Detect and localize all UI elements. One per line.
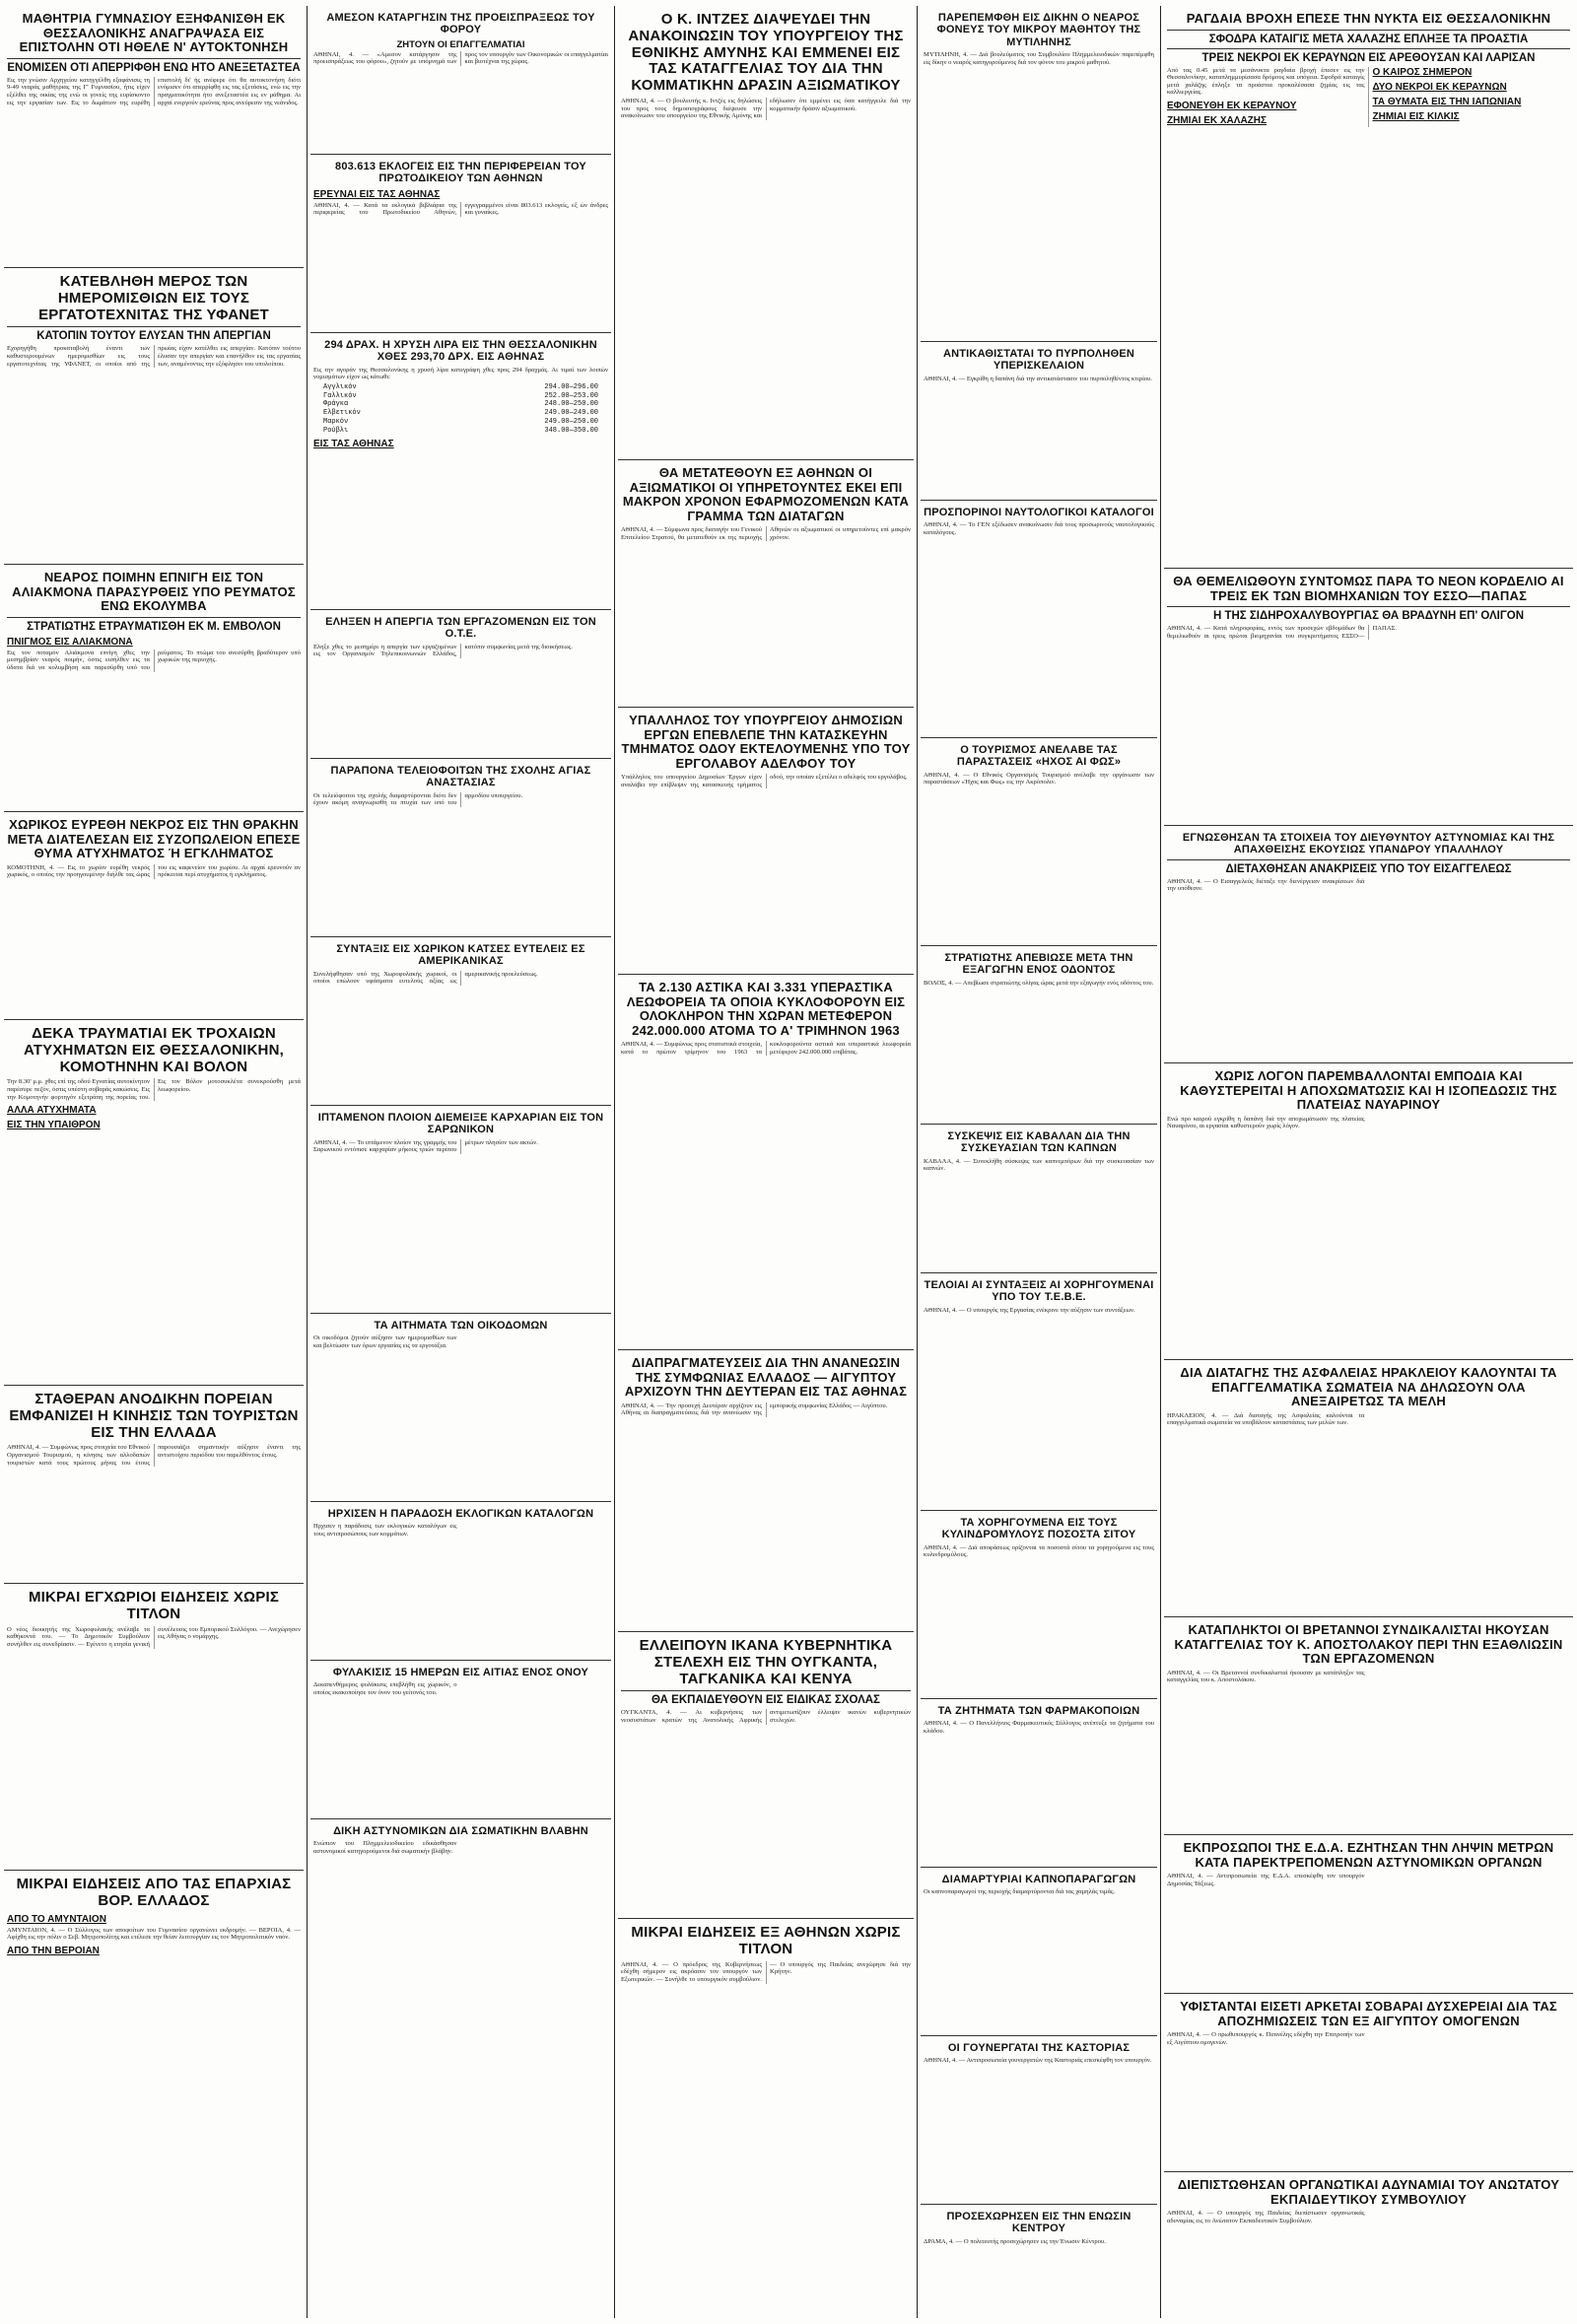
headline: ΡΑΓΔΑΙΑ ΒΡΟΧΗ ΕΠΕΣΕ ΤΗΝ ΝΥΚΤΑ ΕΙΣ ΘΕΣΣΑΛΟΝΙΚΗΝ [1186,11,1551,26]
column-5 [1164,6,1573,2318]
headline: ΜΑΘΗΤΡΙΑ ΓΥΜΝΑΣΙΟΥ ΕΞΗΦΑΝΙΣΘΗ ΕΚ ΘΕΣΣΑΛΟΝΙΚΗΣ ΑΝΑΓΡΑΨΑΣΑ ΕΙΣ ΕΠΙΣΤΟΛΗΝ ΟΤΙ ΗΘΕΛΕ Ν' ΑΥΤΟΚΤΟΝΗΣΗ [19,11,289,55]
section-label: ΖΗΜΙΑΙ ΕΚ ΧΑΛΑΖΗΣ [1167,115,1268,127]
price-label: Φράγκα [323,400,349,409]
article-student-missing [4,6,304,268]
section-label: ΑΠΟ ΤΗΝ ΒΕΡΟΙΑΝ [7,1945,100,1956]
price-label: Γαλλικόν [323,391,357,400]
column-1 [4,6,304,2318]
article-body: ΑΘΗΝΑΙ, 4. — Οι Βρεταννοί συνδικαλισταί ήκουσαν με κατάπληξιν τας καταγγελίας του κ. Αποστολάκου. [1167,1670,1570,1684]
article-body: Οι καπνοπαραγωγοί της περιοχής διαμαρτύρονται διά τας χαμηλάς τιμάς. [924,1888,1154,1896]
headline: ΔΙΚΗ ΑΣΤΥΝΟΜΙΚΩΝ ΔΙΑ ΣΩΜΑΤΙΚΗΝ ΒΛΑΒΗΝ [333,1825,588,1837]
headline: ΘΑ ΜΕΤΑΤΕΘΟΥΝ ΕΞ ΑΘΗΝΩΝ ΟΙ ΑΞΙΩΜΑΤΙΚΟΙ ΟΙ ΥΠΗΡΕΤΟΥΝΤΕΣ ΕΚΕΙ ΕΠΙ ΜΑΚΡΟΝ ΧΡΟΝΟΝ ΕΦΑΡΜΟΖΟΜΕΝΩΝ ΚΑΤΑ ΓΡΑΜΜΑ ΤΩΝ ΔΙΑΤΑΓΩΝ [622,465,910,523]
article-body: ΑΘΗΝΑΙ, 4. — Ο Εθνικός Οργανισμός Τουρισμού ανέλαβε την οργάνωσιν των παραστάσεων «Ήχος και Φως» εις την Ακρόπολιν. [924,771,1154,786]
article-body: Από τας 0.45 μετά τα μεσάνυκτα ραγδαία βροχή έπεσεν εις την Θεσσαλονίκην, καταπλημμυρίσασα δρόμους και υπόγεια. Σφοδρά καταιγίς μετά χαλάζης έπληξε τα προάστια προκαλέσασα ζημίας εις τας καλλιεργείας. [1167,66,1365,97]
section-label: ΕΙΣ ΤΗΝ ΥΠΑΙΘΡΟΝ [7,1120,101,1131]
subheadline: Η ΤΗΣ ΣΙΔΗΡΟΧΑΛΥΒΟΥΡΓΙΑΣ ΘΑ ΒΡΑΔΥΝΗ ΕΠ' ΟΛΙΓΟΝ [1167,606,1570,622]
section-label: ΕΡΕΥΝΑΙ ΕΙΣ ΤΑΣ ΑΘΗΝΑΣ [313,188,441,200]
article-soldier-tooth [921,946,1157,1125]
section-label: Ο ΚΑΙΡΟΣ ΣΗΜΕΡΟΝ [1372,66,1473,78]
headline: ΣΤΡΑΤΙΩΤΗΣ ΑΠΕΒΙΩΣΕ ΜΕΤΑ ΤΗΝ ΕΞΑΓΩΓΗΝ ΕΝΟΣ ΟΔΟΝΤΟΣ [944,952,1133,977]
article-body: Εις τον ποταμόν Αλιάκμονα επνίγη χθες την μεσημβρίαν νεαρός ποιμήν, όστις εισήλθεν εις τα ύδατα διά να κολυμβήση και παρεσύρθη υπό του ρεύματος. Το πτώμα του ανεσύρθη βραδύτερον υπό χωρικών της περιοχής. [7,649,301,671]
article-heraklion-unions [1164,1360,1573,1617]
price-label: Ρούβλι [323,426,349,435]
article-body: ΑΘΗΝΑΙ, 4. — Ο Πανελλήνιος Φαρμακευτικός Σύλλογος ανέπτυξε τα ζητήματα του κλάδου. [924,1720,1154,1735]
article-body: Εις την αγοράν της Θεσσαλονίκης η χρυσή λίρα κατεγράφη χθες προς 294 δραχμάς. Αι τιμαί των λοιπών νομισμάτων είχον ως κάτωθι: [313,366,608,381]
section-label: ΕΙΣ ΤΑΣ ΑΘΗΝΑΣ [313,439,394,450]
article-maritime-lists [921,501,1157,738]
headline: ΤΑ ΧΟΡΗΓΟΥΜΕΝΑ ΕΙΣ ΤΟΥΣ ΚΥΛΙΝΔΡΟΜΥΛΟΥΣ ΠΟΣΟΣΤΑ ΣΙΤΟΥ [941,1517,1136,1541]
headline: ΥΠΑΛΛΗΛΟΣ ΤΟΥ ΥΠΟΥΡΓΕΙΟΥ ΔΗΜΟΣΙΩΝ ΕΡΓΩΝ ΕΠΕΒΛΕΠΕ ΤΗΝ ΚΑΤΑΣΚΕΥΗΝ ΤΜΗΜΑΤΟΣ ΟΔΟΥ ΕΚΤΕΛΟΥΜΕΝΗΣ ΥΠΟ ΤΟΥ ΕΡΓΟΛΑΒΟΥ ΑΔΕΛΦΟΥ ΤΟΥ [621,713,911,771]
article-body: ΑΘΗΝΑΙ, 4. — Συμφώνως προς στατιστικά στοιχεία, κατά το πρώτον τρίμηνον του 1963 τα κυκλοφορούντα αστικά και υπεραστικά λεωφορεία μετέφερον 242.000.000 επιβάτας. [621,1041,911,1056]
article-navarinou-square [1164,1063,1573,1360]
article-buses [618,975,914,1350]
article-body: ΑΘΗΝΑΙ, 4. — Ο υπουργός της Εργασίας ενέκρινε την αύξησιν των συντάξεων. [924,1307,1154,1315]
headline: ΘΑ ΘΕΜΕΛΙΩΘΟΥΝ ΣΥΝΤΟΜΩΣ ΠΑΡΑ ΤΟ ΝΕΟΝ ΚΟΡΔΕΛΙΟ ΑΙ ΤΡΕΙΣ ΕΚ ΤΩΝ ΒΙΟΜΗΧΑΝΙΩΝ ΤΟΥ ΕΣΣΟ—ΠΑΠΑΣ [1173,574,1564,603]
article-body: Την 8.30' μ.μ. χθες επί της οδού Εγνατίας αυτοκίνητον παρέσυρε πεζόν, όστις υπέστη σοβαράς κακώσεις. Εις την Κομοτηνήν φορτηγόν εξετράπη της πορείας του. Εις τον Βόλον μοτοσυκλέτα συνεκρούσθη μετά λεωφορείου. [7,1078,301,1101]
headline: ΙΠΤΑΜΕΝΟΝ ΠΛΟΙΟΝ ΔΙΕΜΕΙΞΕ ΚΑΡΧΑΡΙΑΝ ΕΙΣ ΤΟΝ ΣΑΡΩΝΙΚΟΝ [317,1112,604,1136]
article-body: ΑΘΗΝΑΙ, 4. — Ο Εισαγγελεύς διέταξε την διενέργειαν ανακρίσεων διά την υπόθεσιν. [1167,878,1570,893]
article-body: Ενώ προ καιρού εγκρίθη η δαπάνη διά την αποχωμάτωσιν της πλατείας Ναυαρίνου, αι εργασίαι καθυστερούν χωρίς λόγον. [1167,1116,1570,1130]
headline: ΕΛΛΕΙΠΟΥΝ ΙΚΑΝΑ ΚΥΒΕΡΝΗΤΙΚΑ ΣΤΕΛΕΧΗ ΕΙΣ ΤΗΝ ΟΥΓΚΑΝΤΑ, ΤΑΓΚΑΝΙΚΑ ΚΑΙ ΚΕΝΥΑ [639,1637,893,1687]
article-graduates-complaints [310,759,611,937]
subheadline: ΣΦΟΔΡΑ ΚΑΤΑΙΓΙΣ ΜΕΤΑ ΧΑΛΑΖΗΣ ΕΠΛΗΞΕ ΤΑ ΠΡΟΑΣΤΙΑ [1167,30,1570,45]
article-body: Οι τελειόφοιτοι της σχολής διαμαρτύρονται διότι δεν έχουν ακόμη αναγνωρισθή τα πτυχία των υπό του αρμοδίου υπουργείου. [313,792,608,807]
headline: ΚΑΤΑΠΛΗΚΤΟΙ ΟΙ ΒΡΕΤΑΝΝΟΙ ΣΥΝΔΙΚΑΛΙΣΤΑΙ ΗΚΟΥΣΑΝ ΚΑΤΑΓΓΕΛΙΑΣ ΤΟΥ Κ. ΑΠΟΣΤΟΛΑΚΟΥ ΠΕΡΙ ΤΗΝ ΕΞΑΘΛΙΩΣΙΝ ΤΩΝ ΕΡΓΑΖΟΜΕΝΩΝ [1174,1622,1563,1667]
section-label: ΠΝΙΓΜΟΣ ΕΙΣ ΑΛΙΑΚΜΟΝΑ [7,636,133,648]
headline: ΦΥΛΑΚΙΣΙΣ 15 ΗΜΕΡΩΝ ΕΙΣ ΑΙΤΙΑΣ ΕΝΟΣ ΟΝΟΥ [332,1667,589,1678]
price-row [323,392,598,401]
article-body: ΑΘΗΝΑΙ, 4. — «Αμεσον κατάργησιν της προεισπράξεως του φόρου», ζητούν με υπόμνημά των προς τον υπουργόν των Οικονομικών οι επαγγελματίαι και βιοτέχναι της χώρας. [313,50,608,66]
column-rule [1160,6,1161,2318]
headline: ΤΕΛΟΙΑΙ ΑΙ ΣΥΝΤΑΞΕΙΣ ΑΙ ΧΟΡΗΓΟΥΜΕΝΑΙ ΥΠΟ ΤΟΥ Τ.Ε.Β.Ε. [924,1279,1154,1304]
article-athens-briefs [618,1919,914,2318]
article-body: Ενώπιον του Πλημμελειοδικείου εδικάσθησαν αστυνομικοί κατηγορούμενοι διά σωματικήν βλάβην. [313,1840,608,1855]
price-value: 348.00—350.00 [544,426,598,435]
article-provinces-briefs [4,1871,304,2304]
headline: ΚΑΤΕΒΛΗΘΗ ΜΕΡΟΣ ΤΩΝ ΗΜΕΡΟΜΙΣΘΙΩΝ ΕΙΣ ΤΟΥΣ ΕΡΓΑΤΟΤΕΧΝΙΤΑΣ ΤΗΣ ΥΦΑΝΕΤ [38,273,269,323]
article-body: ΔΡΑΜΑ, 4. — Ο πολιτευτής προσεχώρησεν εις την Ένωσιν Κέντρου. [924,2238,1154,2246]
article-body: ΑΘΗΝΑΙ, 4. — Σύμφωνα προς διαταγήν του Γενικού Επιτελείου Στρατού, θα μετατεθούν εκ της περιοχής Αθηνών οι αξιωματικοί οι υπηρετούντες επί μακρόν χρόνον. [621,526,911,541]
headline: ΥΦΙΣΤΑΝΤΑΙ ΕΙΣΕΤΙ ΑΡΚΕΤΑΙ ΣΟΒΑΡΑΙ ΔΥΣΧΕΡΕΙΑΙ ΔΙΑ ΤΑΣ ΑΠΟΖΗΜΙΩΣΕΙΣ ΤΩΝ ΕΞ ΑΙΓΥΠΤΟΥ ΟΜΟΓΕΝΩΝ [1180,1999,1557,2028]
article-donkey [310,1661,611,1819]
price-value: 248.00—250.00 [544,400,598,409]
article-body: ΜΥΤΙΛΗΝΗ, 4. — Διά βουλεύματος του Συμβουλίου Πλημμελειοδικών παρεπέμφθη εις δίκην ο νεαρός κατηγορούμενος διά τον φόνον του μικρού μαθητού. [924,50,1154,66]
article-body: ΑΘΗΝΑΙ, 4. — Ο υπουργός της Παιδείας διεπίστωσεν οργανωτικάς αδυναμίας εις το Ανώτατον Εκπαιδευτικόν Συμβούλιον. [1167,2210,1570,2224]
subheadline: ΘΑ ΕΚΠΑΙΔΕΥΘΟΥΝ ΕΙΣ ΕΙΔΙΚΑΣ ΣΧΟΛΑΣ [621,1690,911,1706]
article-intzes [618,6,914,460]
article-eda-measures [1164,1835,1573,1994]
article-police-director [1164,826,1573,1063]
headline: ΣΥΣΚΕΨΙΣ ΕΙΣ ΚΑΒΑΛΑΝ ΔΙΑ ΤΗΝ ΣΥΣΚΕΥΑΣΙΑΝ ΤΩΝ ΚΑΠΝΩΝ [947,1130,1131,1155]
headline: Ο Κ. ΙΝΤΖΕΣ ΔΙΑΨΕΥΔΕΙ ΤΗΝ ΑΝΑΚΟΙΝΩΣΙΝ ΤΟΥ ΥΠΟΥΡΓΕΙΟΥ ΤΗΣ ΕΘΝΙΚΗΣ ΑΜΥΝΗΣ ΚΑΙ ΕΜΜΕΝΕΙ ΕΙΣ ΤΑΣ ΚΑΤΑΓΓΕΛΙΑΣ ΤΟΥ ΔΙΑ ΤΗΝ ΚΟΜΜΑΤΙΚΗΝ ΔΡΑΣΙΝ ΑΞΙΩΜΑΤΙΚΟΥ [628,11,904,95]
headline: Ο ΤΟΥΡΙΣΜΟΣ ΑΝΕΛΑΒΕ ΤΑΣ ΠΑΡΑΣΤΑΣΕΙΣ «ΗΧΟΣ ΑΙ ΦΩΣ» [956,744,1122,769]
headline: ΤΑ ΑΙΤΗΜΑΤΑ ΤΩΝ ΟΙΚΟΔΟΜΩΝ [374,1320,548,1332]
article-wages-strike [4,268,304,565]
article-body: Υπάλληλος του υπουργείου Δημοσίων Έργων είχεν αναλάβει την επίβλεψιν της κατασκευής τμήματος οδού, την οποίαν εξετέλει ο αδελφός του εργολάβος. [621,774,911,788]
article-body: Ο νέος διοικητής της Χωροφυλακής ανέλαβε τα καθήκοντά του. — Το Δημοτικόν Συμβούλιον συνήλθεν εις συνεδρίασιν. — Εγένετο η ετησία γενική συνέλευσις του Εμπορικού Συλλόγου. — Ανεχώρησεν εις Αθήνας ο νομάρχης. [7,1625,301,1648]
article-body: ΟΥΓΚΑΝΤΑ, 4. — Αι κυβερνήσεις των νεοσυστάτων κρατών της Ανατολικής Αφρικής αντιμετωπίζουν έλλειψιν ικανών κυβερνητικών στελεχών. [621,1709,911,1725]
headline: 294 ΔΡΑΧ. Η ΧΡΥΣΗ ΛΙΡΑ ΕΙΣ ΤΗΝ ΘΕΣΣΑΛΟΝΙΚΗΝ ΧΘΕΣ 293,70 ΔΡΧ. ΕΙΣ ΑΘΗΝΑΣ [324,339,597,364]
section-label: ΑΠΟ ΤΟ ΑΜΥΝΤΑΙΟΝ [7,1913,106,1925]
article-body: ΚΑΒΑΛΑ, 4. — Συνεκλήθη σύσκεψις των καπνεμπόρων διά την συσκευασίαν των καπνών. [924,1157,1154,1173]
article-builders [310,1314,611,1502]
article-esso-pappas [1164,569,1573,826]
headline: ΣΥΝΤΑΞΙΣ ΕΙΣ ΧΩΡΙΚΟΝ ΚΑΤΣΕΣ ΕΥΤΕΛΕΙΣ ΕΣ ΑΜΕΡΙΚΑΝΙΚΑΣ [336,943,585,968]
article-body: Συνελήφθησαν υπό της Χωροφυλακής χωρικοί, οι οποίοι επώλουν υφάσματα ευτελούς αξίας ως αμερικανικής προελεύσεως. [313,971,608,986]
section-label: ΤΑ ΘΥΜΑΤΑ ΕΙΣ ΤΗΝ ΙΑΠΩΝΙΑΝ [1372,96,1522,107]
currency-price-table [323,383,598,436]
article-body: ΑΘΗΝΑΙ, 4. — Κατά πληροφορίας, εντός των προσεχών εβδομάδων θα θεμελιωθούν αι τρεις πρώται βιομηχανίαι του συγκροτήματος ΕΣΣΟ—ΠΑΠΑΣ. [1167,625,1570,640]
article-body: Ηρχισεν η παράδοσις των εκλογικών καταλόγων εις τους αντιπροσώπους των κομμάτων. [313,1523,608,1538]
article-columns [1167,67,1570,127]
article-shepherd-drowned [4,565,304,812]
column-rule [917,6,918,2318]
article-body: ΑΘΗΝΑΙ, 4. — Το ιπτάμενον πλοίον της γραμμής του Σαρωνικού εντόπισε καρχαρίαν μήκους τριών περίπου μέτρων πλησίον των ακτών. [313,1139,608,1154]
headline: ΤΑ 2.130 ΑΣΤΙΚΑ ΚΑΙ 3.331 ΥΠΕΡΑΣΤΙΚΑ ΛΕΩΦΟΡΕΙΑ ΤΑ ΟΠΟΙΑ ΚΥΚΛΟΦΟΡΟΥΝ ΕΙΣ ΟΛΟΚΛΗΡΟΝ ΤΗΝ ΧΩΡΑΝ ΜΕΤΕΦΕΡΟΝ 242.000.000 ΑΤΟΜΑ ΤΟ Α' ΤΡΙΜΗΝΟΝ 1963 [626,980,906,1038]
article-pensions [921,1273,1157,1511]
article-heavy-rain [1164,6,1573,569]
headline: ΕΓΝΩΣΘΗΣΑΝ ΤΑ ΣΤΟΙΧΕΙΑ ΤΟΥ ΔΙΕΥΘΥΝΤΟΥ ΑΣΤΥΝΟΜΙΑΣ ΚΑΙ ΤΗΣ ΑΠΑΧΘΕΙΣΗΣ ΕΚΟΥΣΙΩΣ ΥΠΑΝΔΡΟΥ ΥΠΑΛΛΗΛΟΥ [1182,832,1555,856]
article-officers-transfer [618,460,914,708]
article-body: Εχορηγήθη προκαταβολή έναντι των καθυστερουμένων ημερομισθίων εις τους εργατοτεχνίτας της ΥΦΑΝΕΤ, οι οποίοι από της πρωίας είχον κατέλθει εις απεργίαν. Κατόπιν τούτου έλυσαν την απεργίαν και επανήλθον εις τας εργασίας των, αναμένοντες την εξόφλησιν του υπολοίπου. [7,345,301,368]
article-sound-light [921,738,1157,946]
headline: ΜΙΚΡΑΙ ΕΙΔΗΣΕΙΣ ΑΠΟ ΤΑΣ ΕΠΑΡΧΙΑΣ ΒΟΡ. ΕΛΛΑΔΟΣ [16,1876,292,1909]
price-row [323,427,598,436]
price-label: Ελβετικόν [323,409,361,418]
price-row [323,383,598,392]
article-british-unionists [1164,1617,1573,1835]
article-body: ΑΘΗΝΑΙ, 4. — Αντιπροσωπεία της Ε.Δ.Α. επεσκέφθη τον υπουργόν Δημοσίας Τάξεως. [1167,1873,1570,1887]
headline: ΑΝΤΙΚΑΘΙΣΤΑΤΑΙ ΤΟ ΠΥΡΠΟΛΗΘΕΝ ΥΠΕΡΙΣΚΕΛΑΙΟΝ [942,348,1135,373]
headline: ΜΙΚΡΑΙ ΕΙΔΗΣΕΙΣ ΕΞ ΑΘΗΝΩΝ ΧΩΡΙΣ ΤΙΤΛΟΝ [631,1924,901,1957]
article-body: Εληξε χθες το μεσημέρι η απεργία των εργαζομένων εις τον Οργανισμόν Τηλεπικοινωνιών Ελλάδος, κατόπιν συμφωνίας μετά της διοικήσεως. [313,644,608,658]
article-tobacco-packaging [921,1125,1157,1273]
article-body: ΑΘΗΝΑΙ, 4. — Ο πρωθυπουργός κ. Πιπινέλης εδέχθη την Επιτροπήν των εξ Αιγύπτου ομογενών. [1167,2031,1570,2046]
article-egypt-agreement [618,1350,914,1632]
headline: ΟΙ ΓΟΥΝΕΡΓΑΤΑΙ ΤΗΣ ΚΑΣΤΟΡΙΑΣ [947,2042,1131,2054]
headline: ΠΑΡΑΠΟΝΑ ΤΕΛΕΙΟΦΟΙΤΩΝ ΤΗΣ ΣΧΟΛΗΣ ΑΓΙΑΣ ΑΝΑΣΤΑΣΙΑΣ [330,765,591,789]
article-body: ΑΘΗΝΑΙ, 4. — Συμφώνως προς στοιχεία του Εθνικού Οργανισμού Τουρισμού, η κίνησις των αλλοδαπών τουριστών κατά τους πρώτους μήνας του έτους παρουσιάζει σημαντικήν αύξησιν έναντι της αντιστοίχου περιόδου του παρελθόντος έτους. [7,1444,301,1467]
section-label: ΑΛΛΑ ΑΤΥΧΗΜΑΤΑ [7,1105,97,1117]
article-body: ΑΘΗΝΑΙ, 4. — Την προσεχή Δευτέραν αρχίζουν εις Αθήνας αι διαπραγματεύσεις διά την ανανέωσιν της εμπορικής συμφωνίας Ελλάδος — Αιγύπτου. [621,1402,911,1417]
article-body: ΗΡΑΚΛΕΙΟΝ, 4. — Διά διαταγής της Ασφαλείας καλούνται τα επαγγελματικά σωματεία να υποβάλουν καταστάσεις των μελών των. [1167,1412,1570,1427]
article-body: ΑΘΗΝΑΙ, 4. — Ο βουλευτής κ. Ιντζές εις δηλώσεις του προς τους δημοσιογράφους διέψευσε την ανακοίνωσιν του υπουργείου της Εθνικής Αμύνης και εδήλωσεν ότι εμμένει εις όσα κατήγγειλε διά την κομματικήν δράσιν αξιωματικού. [621,97,911,120]
article-burned-building [921,342,1157,501]
headline: ΝΕΑΡΟΣ ΠΟΙΜΗΝ ΕΠΝΙΓΗ ΕΙΣ ΤΟΝ ΑΛΙΑΚΜΟΝΑ ΠΑΡΑΣΥΡΘΕΙΣ ΥΠΟ ΡΕΥΜΑΤΟΣ ΕΝΩ ΕΚΟΛΥΜΒΑ [12,570,296,614]
headline: ΑΜΕΣΟΝ ΚΑΤΑΡΓΗΣΙΝ ΤΗΣ ΠΡΟΕΙΣΠΡΑΞΕΩΣ ΤΟΥ ΦΟΡΟΥ [326,12,595,36]
article-shark [310,1106,611,1314]
headline: ΔΙΕΠΙΣΤΩΘΗΣΑΝ ΟΡΓΑΝΩΤΙΚΑΙ ΑΔΥΝΑΜΙΑΙ ΤΟΥ ΑΝΩΤΑΤΟΥ ΕΚΠΑΙΔΕΥΤΙΚΟΥ ΣΥΜΒΟΥΛΙΟΥ [1177,2177,1560,2207]
section-label: ΔΥΟ ΝΕΚΡΟΙ ΕΚ ΚΕΡΑΥΝΩΝ [1372,81,1507,93]
headline: ΔΙΑΜΑΡΤΥΡΙΑΙ ΚΑΠΝΟΠΑΡΑΓΩΓΩΝ [941,1874,1136,1885]
article-body: ΑΜΥΝΤΑΙΟΝ, 4. — Ο Σύλλογος των αποφοίτων του Γυμνασίου οργανώνει εκδρομήν. — ΒΕΡΟΙΑ, 4. — Αφίχθη εις την πόλιν ο Σεβ. Μητροπολίτης και ετέλεσε την θείαν λειτουργίαν εις τον Μητροπολιτικόν ναόν. [7,1926,301,1942]
headline: ΠΡΟΣΠΟΡΙΝΟΙ ΝΑΥΤΟΛΟΓΙΚΟΙ ΚΑΤΑΛΟΓΟΙ [924,507,1154,518]
article-body: ΑΘΗΝΑΙ, 4. — Εγκρίθη η δαπάνη διά την αντικατάστασιν του πυρποληθέντος κτιρίου. [924,375,1153,382]
price-row [323,400,598,409]
column-2 [310,6,611,2318]
headline: ΕΚΠΡΟΣΩΠΟΙ ΤΗΣ Ε.Δ.Α. ΕΖΗΤΗΣΑΝ ΤΗΝ ΛΗΨΙΝ ΜΕΤΡΩΝ ΚΑΤΑ ΠΑΡΕΚΤΡΕΠΟΜΕΝΩΝ ΑΣΤΥΝΟΜΙΚΩΝ ΟΡΓΑΝΩΝ [1183,1840,1554,1870]
article-pharmacists [921,1699,1157,1868]
article-electoral-lists [310,1502,611,1661]
article-tourists [4,1386,304,1584]
article-africa-staff [618,1632,914,1919]
article-body: ΑΘΗΝΑΙ, 4. — Ο πρόεδρος της Κυβερνήσεως εδέχθη σήμερον εις ακρόασιν τον υπουργόν των Εξωτερικών. — Συνήλθε το υπουργικόν συμβούλιον. — Ο υπουργός της Παιδείας ανεχώρησε διά την Κρήτην. [621,1960,911,1983]
headline: 803.613 ΕΚΛΟΓΕΙΣ ΕΙΣ ΤΗΝ ΠΕΡΙΦΕΡΕΙΑΝ ΤΟΥ ΠΡΩΤΟΔΙΚΕΙΟΥ ΤΩΝ ΑΘΗΝΩΝ [335,161,586,185]
article-egypt-compensation [1164,1994,1573,2172]
headline: ΤΑ ΖΗΤΗΜΑΤΑ ΤΩΝ ΦΑΡΜΑΚΟΠΟΙΩΝ [937,1705,1140,1717]
price-value: 252.00—253.00 [544,391,598,400]
article-voters [310,155,611,333]
price-row [323,418,598,427]
price-label: Μαρκόν [323,417,349,426]
article-education-council [1164,2172,1573,2318]
article-center-union [921,2205,1157,2318]
section-label: ΖΗΜΙΑΙ ΕΙΣ ΚΙΛΚΙΣ [1372,110,1460,122]
article-ote-strike [310,610,611,759]
article-villager-dead [4,812,304,1020]
headline: ΔΕΚΑ ΤΡΑΥΜΑΤΙΑΙ ΕΚ ΤΡΟΧΑΙΩΝ ΑΤΥΧΗΜΑΤΩΝ ΕΙΣ ΘΕΣΣΑΛΟΝΙΚΗΝ, ΚΟΜΟΤΗΝΗΝ ΚΑΙ ΒΟΛΟΝ [24,1025,284,1075]
article-body: ΒΟΛΟΣ, 4. — Απεβίωσε στρατιώτης ολίγας ώρας μετά την εξαγωγήν ενός οδόντος του. [924,979,1154,987]
article-public-works [618,708,914,975]
section-label: ΕΦΟΝΕΥΘΗ ΕΚ ΚΕΡΑΥΝΟΥ [1167,101,1297,112]
subheadline: ΔΙΕΤΑΧΘΗΣΑΝ ΑΝΑΚΡΙΣΕΙΣ ΥΠΟ ΤΟΥ ΕΙΣΑΓΓΕΛΕΩΣ [1167,859,1570,875]
subheadline: ΣΤΡΑΤΙΩΤΗΣ ΕΤΡΑΥΜΑΤΙΣΘΗ ΕΚ Μ. ΕΜΒΟΛΟΝ [7,617,301,633]
column-4 [921,6,1157,2318]
article-young-killer [921,6,1157,342]
headline: ΠΑΡΕΠΕΜΦΘΗ ΕΙΣ ΔΙΚΗΝ Ο ΝΕΑΡΟΣ ΦΟΝΕΥΣ ΤΟΥ ΜΙΚΡΟΥ ΜΑΘΗΤΟΥ ΤΗΣ ΜΥΤΙΛΗΝΗΣ [936,12,1141,48]
headline: ΕΛΗΞΕΝ Η ΑΠΕΡΓΙΑ ΤΩΝ ΕΡΓΑΖΟΜΕΝΩΝ ΕΙΣ ΤΟΝ Ο.Τ.Ε. [325,616,596,641]
article-body: ΑΘΗΝΑΙ, 4. — Κατά τα εκλογικά βιβλιάρια της περιφερείας του Πρωτοδικείου Αθηνών, εγγεγραμμένοι είναι 803.613 εκλογείς, εξ ών άνδρες και γυναίκες. [313,201,608,217]
article-tax-abolition [310,6,611,155]
price-value: 249.00—249.00 [544,409,598,418]
article-body: ΑΘΗΝΑΙ, 4. — Το ΓΕΝ εξέδωσεν ανακοίνωσιν διά τους προσωρινούς ναυτολογικούς καταλόγους. [924,521,1154,536]
headline: ΧΩΡΙΣ ΛΟΓΟΝ ΠΑΡΕΜΒΑΛΛΟΝΤΑΙ ΕΜΠΟΔΙΑ ΚΑΙ ΚΑΘΥΣΤΕΡΕΙΤΑΙ Η ΑΠΟΧΩΜΑΤΩΣΙΣ ΚΑΙ Η ΙΣΟΠΕΔΩΣΙΣ ΤΗΣ ΠΛΑΤΕΙΑΣ ΝΑΥΑΡΙΝΟΥ [1180,1068,1557,1113]
article-local-briefs [4,1584,304,1871]
headline: ΔΙΑ ΔΙΑΤΑΓΗΣ ΤΗΣ ΑΣΦΑΛΕΙΑΣ ΗΡΑΚΛΕΙΟΥ ΚΑΛΟΥΝΤΑΙ ΤΑ ΕΠΑΓΓΕΛΜΑΤΙΚΑ ΣΩΜΑΤΕΙΑ ΝΑ ΔΗΛΩΣΟΥΝ ΟΛΑ ΑΝΕΞΑΙΡΕΤΩΣ ΤΑ ΜΕΛΗ [1180,1365,1557,1409]
price-value: 294.00—296.00 [544,382,598,391]
column-rule [614,6,615,2318]
headline: ΣΤΑΘΕΡΑΝ ΑΝΟΔΙΚΗΝ ΠΟΡΕΙΑΝ ΕΜΦΑΝΙΖΕΙ Η ΚΙΝΗΣΙΣ ΤΩΝ ΤΟΥΡΙΣΤΩΝ ΕΙΣ ΤΗΝ ΕΛΛΑΔΑ [9,1391,299,1441]
column-3 [618,6,914,2318]
article-traffic-accidents [4,1020,304,1386]
price-value: 249.00—250.00 [544,417,598,426]
article-police-trial [310,1819,611,2223]
subheadline: ΚΑΤΟΠΙΝ ΤΟΥΤΟΥ ΕΛΥΣΑΝ ΤΗΝ ΑΠΕΡΓΙΑΝ [7,326,301,342]
headline: ΔΙΑΠΡΑΓΜΑΤΕΥΣΕΙΣ ΔΙΑ ΤΗΝ ΑΝΑΝΕΩΣΙΝ ΤΗΣ ΣΥΜΦΩΝΙΑΣ ΕΛΛΑΔΟΣ — ΑΙΓΥΠΤΟΥ ΑΡΧΙΖΟΥΝ ΤΗΝ ΔΕΥΤΕΡΑΝ ΕΙΣ ΤΑΣ ΑΘΗΝΑΣ [624,1355,908,1400]
article-fabrics [310,937,611,1106]
column-rule [307,6,308,2318]
article-body: ΑΘΗΝΑΙ, 4. — Διά αποφάσεως ορίζονται τα ποσοστά σίτου τα χορηγούμενα εις τους κυλινδρομύλους. [924,1543,1154,1559]
article-body: Δεκαπενθήμερος φυλάκισις επεβλήθη εις χωρικόν, ο οποίος εκακοποίησε τον όνον του γείτονός του. [313,1681,608,1696]
article-body: ΚΟΜΟΤΗΝΗ, 4. — Εις το χωρίον ευρέθη νεκρός χωρικός, ο οποίος την προηγουμένην διήλθε τας ώρας του εις καφενείον του χωρίου. Αι αρχαί ερευνούν αν πρόκειται περί ατυχήματος ή εγκλήματος. [7,863,301,879]
price-row [323,409,598,418]
article-body: Εις την γνώσιν Αρχηγείου κατηγγέλθη εξαφάνισις τη 9-49 νεαράς μαθήτριας της Γ' Γυμνασίου, ήτις είχεν εξέλθει της οικίας της ενώ οι γονείς της ευρίσκοντο εις την εργασίαν των. Εις το δωμάτιον της ευρέθη επιστολή δι' ής ανέφερε ότι θα αυτοκτονήση διότι ενόμισεν ότι απερρίφθη εις τας εξετάσεις, ενώ εις την πραγματικότητα ήτο ανεξεταστέα εις εν μάθημα. Αι αρχαί ενεργούν ερεύνας προς ανεύρεσιν της νεάνιδος. [7,76,301,106]
article-wheat [921,1511,1157,1699]
price-label: Αγγλικόν [323,382,357,391]
article-gold-pound [310,333,611,610]
article-furriers [921,2036,1157,2205]
headline: ΧΩΡΙΚΟΣ ΕΥΡΕΘΗ ΝΕΚΡΟΣ ΕΙΣ ΤΗΝ ΘΡΑΚΗΝ ΜΕΤΑ ΔΙΑΤΕΛΕΣΑΝ ΕΙΣ ΣΥΖΟΠΩΛΕΙΟΝ ΕΠΕΣΕ ΘΥΜΑ ΑΤΥΧΗΜΑΤΟΣ Ή ΕΓΚΛΗΜΑΤΟΣ [7,817,301,861]
subheadline: ΤΡΕΙΣ ΝΕΚΡΟΙ ΕΚ ΚΕΡΑΥΝΩΝ ΕΙΣ ΑΡΕΘΟΥΣΑΝ ΚΑΙ ΛΑΡΙΣΑΝ [1167,48,1570,64]
article-tobacco-growers [921,1868,1157,2036]
article-body: Οι οικοδόμοι ζητούν αύξησιν των ημερομισθίων των και βελτίωσιν των όρων εργασίας εις τα εργοτάξια. [313,1334,608,1349]
subheadline: ΕΝΟΜΙΣΕΝ ΟΤΙ ΑΠΕΡΡΙΦΘΗ ΕΝΩ ΗΤΟ ΑΝΕΞΕΤΑΣΤΕΑ [7,58,301,74]
headline: ΠΡΟΣΕΧΩΡΗΣΕΝ ΕΙΣ ΤΗΝ ΕΝΩΣΙΝ ΚΕΝΤΡΟΥ [946,2211,1131,2235]
headline: ΗΡΧΙΣΕΝ Η ΠΑΡΑΔΟΣΗ ΕΚΛΟΓΙΚΩΝ ΚΑΤΑΛΟΓΩΝ [327,1508,594,1520]
article-body: ΑΘΗΝΑΙ, 4. — Αντιπροσωπεία γουνεργατών της Καστοριάς επεσκέφθη τον υπουργόν. [924,2057,1154,2065]
subheadline: ΖΗΤΟΥΝ ΟΙ ΕΠΑΓΓΕΛΜΑΤΙΑΙ [396,38,525,50]
headline: ΜΙΚΡΑΙ ΕΓΧΩΡΙΟΙ ΕΙΔΗΣΕΙΣ ΧΩΡΙΣ ΤΙΤΛΟΝ [28,1589,280,1622]
